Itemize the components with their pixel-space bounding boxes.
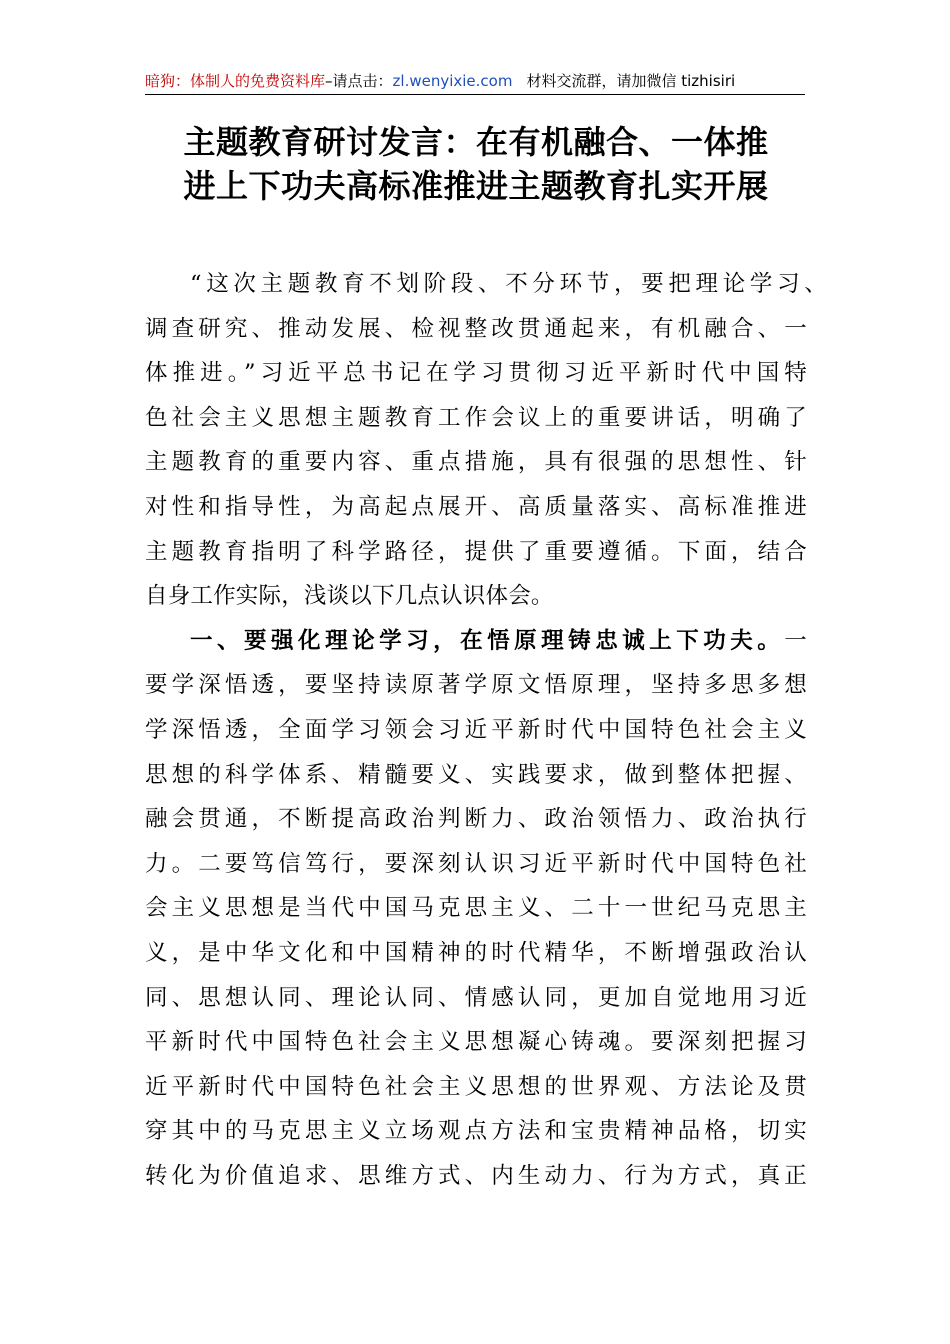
paragraph-line: 主题教育的重要内容、重点措施，具有很强的思想性、针: [145, 449, 807, 476]
paragraph-line: 思想的科学体系、精髓要义、实践要求，做到整体把握、: [145, 761, 807, 788]
header-site-name: 暗狗：体制人的免费资料库: [145, 72, 326, 90]
header-prompt: –请点击：: [325, 72, 393, 90]
title-line-1: 主题教育研讨发言：在有机融合、一体推: [183, 123, 769, 161]
paragraph-line: 同、思想认同、理论认同、情感认同，更加自觉地用习近: [145, 984, 807, 1011]
paragraph-line: “这次主题教育不划阶段、不分环节，要把理论学习、: [190, 271, 827, 297]
page-header: [145, 68, 805, 95]
paragraph-line: 学深悟透，全面学习领会习近平新时代中国特色社会主义: [145, 716, 807, 743]
paragraph-line: 调查研究、推动发展、检视整改贯通起来，有机融合、一: [145, 315, 807, 342]
paragraph-section-1: [145, 619, 807, 1199]
paragraph-line: 穿其中的马克思主义立场观点方法和宝贵精神品格，切实: [145, 1118, 807, 1145]
section-heading-line: [145, 619, 807, 664]
paragraph-line: 融会贯通，不断提高政治判断力、政治领悟力、政治执行: [145, 806, 807, 833]
section-first-tail: 一: [784, 627, 807, 654]
header-url-link[interactable]: zl.wenyixie.com: [392, 72, 513, 90]
paragraph-line: 平新时代中国特色社会主义思想凝心铸魂。要深刻把握习: [145, 1029, 807, 1056]
paragraph-line: 转化为价值追求、思维方式、内生动力、行为方式，真正: [145, 1162, 807, 1189]
document-title: [145, 120, 807, 208]
title-line-2: 进上下功夫高标准推进主题教育扎实开展: [183, 167, 769, 205]
paragraph-line: 要学深悟透，要坚持读原著学原文悟原理，坚持多思多想: [145, 672, 807, 699]
document-body: [145, 262, 827, 1198]
paragraph-intro: [145, 262, 827, 619]
paragraph-line: 对性和指导性，为高起点展开、高质量落实、高标准推进: [145, 493, 807, 520]
paragraph-line: 主题教育指明了科学路径，提供了重要遵循。下面，结合: [145, 538, 807, 565]
paragraph-line: 会主义思想是当代中国马克思主义、二十一世纪马克思主: [145, 895, 807, 922]
paragraph-line: 近平新时代中国特色社会主义思想的世界观、方法论及贯: [145, 1073, 807, 1100]
paragraph-line: 色社会主义思想主题教育工作会议上的重要讲话，明确了: [145, 404, 807, 431]
paragraph-line: 自身工作实际，浅谈以下几点认识体会。: [145, 583, 554, 610]
paragraph-line: 义，是中华文化和中国精神的时代精华，不断增强政治认: [145, 939, 807, 966]
paragraph-line: 力。二要笃信笃行，要深刻认识习近平新时代中国特色社: [145, 850, 807, 877]
header-group-note: 材料交流群，请加微信 tizhisiri: [526, 72, 736, 90]
paragraph-line: 体推进。”习近平总书记在学习贯彻习近平新时代中国特: [145, 360, 807, 387]
section-heading: 一、要强化理论学习，在悟原理铸忠诚上下功夫。: [190, 627, 785, 654]
